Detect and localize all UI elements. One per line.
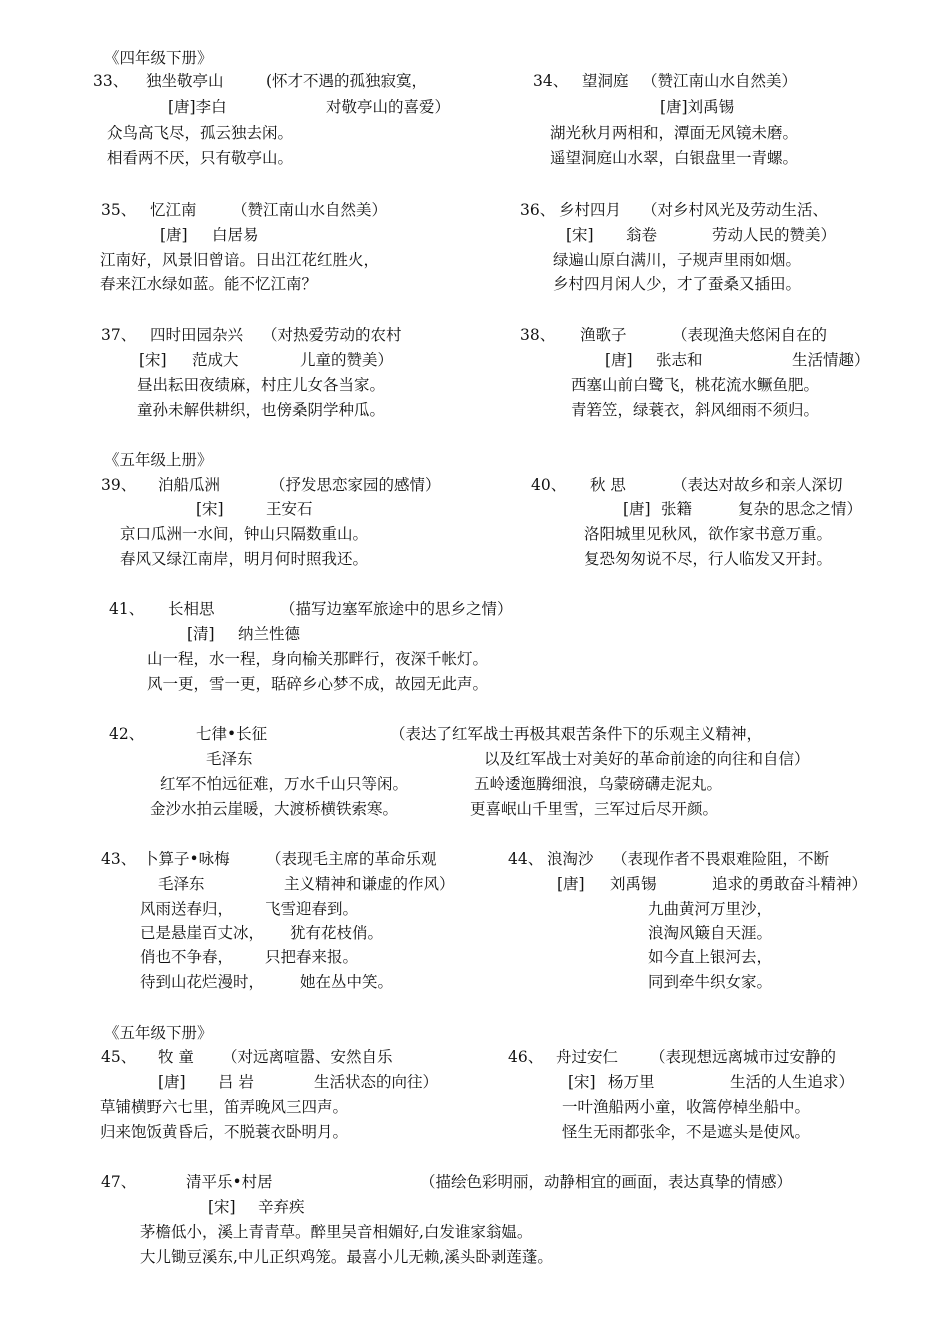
poem-line: 五岭逶迤腾细浪，乌蒙磅礴走泥丸。 (474, 775, 723, 793)
section-label: 《五年级上册》 (104, 451, 213, 469)
poem-line: 更喜岷山千里雪，三军过后尽开颜。 (470, 800, 719, 818)
poem-note: （表现作者不畏艰难险阻，不断 (612, 850, 830, 868)
poem-number: 43、 (101, 850, 137, 868)
poem-dynasty: [唐] (160, 226, 188, 244)
poem-note-cont: 追求的勇敢奋斗精神） (712, 875, 868, 893)
poem-line: 童孙未解供耕织，也傍桑阴学种瓜。 (137, 401, 386, 419)
poem-author: [唐]刘禹锡 (660, 98, 735, 116)
poem-author: 王安石 (266, 500, 313, 518)
poem-note: （赞江南山水自然美） (642, 72, 798, 90)
poem-note: （抒发思恋家园的感情） (270, 476, 441, 494)
poem-line: 江南好，风景旧曾谙。日出江花红胜火， (100, 251, 380, 269)
poem-title: 浪淘沙 (547, 850, 594, 868)
poem-author: 纳兰性德 (238, 625, 301, 643)
poem-dynasty: [宋] (139, 351, 167, 369)
poem-note-cont: 以及红军战士对美好的革命前途的向往和自信） (484, 750, 810, 768)
poem-line: 洛阳城里见秋风，欲作家书意万重。 (584, 525, 833, 543)
poem-line: 九曲黄河万里沙， (648, 900, 773, 918)
poem-dynasty: [清] (187, 625, 215, 643)
poem-title: 独坐敬亭山 (146, 72, 224, 90)
poem-author: 白居易 (212, 226, 259, 244)
poem-line: 众鸟高飞尽，孤云独去闲。 (107, 124, 294, 142)
poem-line: 昼出耘田夜绩麻，村庄儿女各当家。 (137, 376, 386, 394)
poem-note: （表现渔夫悠闲自在的 (672, 326, 828, 344)
poem-author: 吕 岩 (218, 1073, 254, 1091)
poem-number: 38、 (520, 326, 556, 344)
poem-title: 四时田园杂兴 (150, 326, 244, 344)
poem-line: 西塞山前白鹭飞，桃花流水鳜鱼肥。 (571, 376, 820, 394)
poem-note-cont: 主义精神和谦虚的作风） (284, 875, 455, 893)
poem-author: [唐]李白 (168, 98, 227, 116)
poem-line: 复恐匆匆说不尽，行人临发又开封。 (584, 550, 833, 568)
poem-dynasty: [宋] (208, 1198, 236, 1216)
poem-dynasty: [宋] (566, 226, 594, 244)
poem-line: 犹有花枝俏。 (290, 924, 384, 942)
poem-line: 草铺横野六七里，笛弄晚风三四声。 (100, 1098, 349, 1116)
poem-title: 望洞庭 (582, 72, 629, 90)
poem-note: （表现想远离城市过安静的 (650, 1048, 837, 1066)
poem-number: 42、 (109, 725, 145, 743)
poem-author: 杨万里 (608, 1073, 655, 1091)
poem-line: 绿遍山原白满川，子规声里雨如烟。 (553, 251, 802, 269)
poem-note-cont: 复杂的思念之情） (738, 500, 863, 518)
poem-title: 清平乐•村居 (186, 1173, 273, 1191)
poem-line: 她在丛中笑。 (300, 973, 394, 991)
poem-number: 37、 (101, 326, 137, 344)
poem-line: 红军不怕远征难，万水千山只等闲。 (160, 775, 409, 793)
poem-line: 青箬笠，绿蓑衣，斜风细雨不须归。 (571, 401, 820, 419)
poem-line: 只把春来报。 (265, 948, 359, 966)
poem-line: 一叶渔船两小童，收篙停棹坐船中。 (562, 1098, 811, 1116)
poem-note-cont: 生活状态的向往） (314, 1073, 439, 1091)
poem-author: 辛弃疾 (258, 1198, 305, 1216)
poem-title: 牧 童 (158, 1048, 194, 1066)
poem-note-cont: 生活的人生追求） (730, 1073, 855, 1091)
poem-author: 张志和 (656, 351, 703, 369)
poem-author: 张籍 (661, 500, 693, 518)
poem-line: 春来江水绿如蓝。能不忆江南？ (100, 275, 318, 293)
poem-note: （描写边塞军旅途中的思乡之情） (280, 600, 513, 618)
poem-number: 45、 (101, 1048, 137, 1066)
poem-title: 渔歌子 (580, 326, 627, 344)
section-label: 《五年级下册》 (104, 1024, 213, 1042)
poem-line: 俏也不争春， (140, 948, 234, 966)
poem-author: 范成大 (192, 351, 239, 369)
poem-note: (怀才不遇的孤独寂寞， (266, 72, 428, 90)
poem-note-cont: 生活情趣） (792, 351, 870, 369)
poem-line: 乡村四月闲人少，才了蚕桑又插田。 (553, 275, 802, 293)
poem-line: 茅檐低小，溪上青青草。醉里吴音相媚好,白发谁家翁媪。 (140, 1223, 533, 1241)
poem-title: 舟过安仁 (556, 1048, 619, 1066)
poem-author: 毛泽东 (206, 750, 253, 768)
poem-number: 34、 (533, 72, 569, 90)
poem-note: （表达了红军战士再极其艰苦条件下的乐观主义精神， (390, 725, 763, 743)
poem-dynasty: [宋] (196, 500, 224, 518)
poem-title: 秋 思 (590, 476, 626, 494)
poem-note: （对乡村风光及劳动生活、 (642, 201, 829, 219)
poem-note: （赞江南山水自然美） (232, 201, 388, 219)
poem-line: 风一更，雪一更，聒碎乡心梦不成，故园无此声。 (147, 675, 489, 693)
poem-note: （表现毛主席的革命乐观 (266, 850, 437, 868)
poem-line: 山一程，水一程，身向榆关那畔行，夜深千帐灯。 (147, 650, 489, 668)
poem-dynasty: [唐] (623, 500, 651, 518)
poem-title: 长相思 (168, 600, 215, 618)
poem-number: 44、 (508, 850, 544, 868)
poem-title: 泊船瓜洲 (158, 476, 221, 494)
poem-dynasty: [宋] (568, 1073, 596, 1091)
poem-author: 刘禹锡 (610, 875, 657, 893)
poem-number: 41、 (109, 600, 145, 618)
poem-author: 翁卷 (626, 226, 658, 244)
section-label: 《四年级下册》 (104, 49, 213, 67)
poem-note: （对远离喧嚣、安然自乐 (222, 1048, 393, 1066)
poem-line: 浪淘风簸自天涯。 (648, 924, 773, 942)
poem-line: 相看两不厌，只有敬亭山。 (107, 149, 294, 167)
poem-title: 忆江南 (150, 201, 197, 219)
poem-line: 风雨送春归， (140, 900, 234, 918)
poem-dynasty: [唐] (158, 1073, 186, 1091)
poem-number: 36、 (520, 201, 556, 219)
poem-note: （对热爱劳动的农村 (262, 326, 402, 344)
poem-number: 46、 (508, 1048, 544, 1066)
poem-line: 同到牵牛织女家。 (648, 973, 773, 991)
poem-note: （表达对故乡和亲人深切 (672, 476, 843, 494)
poem-line: 已是悬崖百丈冰， (140, 924, 265, 942)
poem-dynasty: [唐] (557, 875, 585, 893)
poem-author: 毛泽东 (158, 875, 205, 893)
poem-line: 春风又绿江南岸，明月何时照我还。 (120, 550, 369, 568)
poem-line: 遥望洞庭山水翠，白银盘里一青螺。 (550, 149, 799, 167)
poem-number: 33、 (93, 72, 129, 90)
poem-title: 七律•长征 (196, 725, 268, 743)
poem-line: 湖光秋月两相和，潭面无风镜未磨。 (550, 124, 799, 142)
poem-line: 飞雪迎春到。 (265, 900, 359, 918)
poem-line: 待到山花烂漫时， (140, 973, 265, 991)
poem-note-cont: 劳动人民的赞美） (712, 226, 837, 244)
poem-note-cont: 儿童的赞美） (300, 351, 394, 369)
poem-number: 47、 (101, 1173, 137, 1191)
poem-title: 乡村四月 (559, 201, 622, 219)
poem-line: 大儿锄豆溪东,中儿正织鸡笼。最喜小儿无赖,溪头卧剥莲蓬。 (140, 1248, 553, 1266)
poem-line: 归来饱饭黄昏后，不脱蓑衣卧明月。 (100, 1123, 349, 1141)
poem-title: 卜算子•咏梅 (143, 850, 230, 868)
poem-line: 金沙水拍云崖暖，大渡桥横铁索寒。 (150, 800, 399, 818)
poem-line: 如今直上银河去， (648, 948, 773, 966)
poem-number: 40、 (531, 476, 567, 494)
poem-number: 39、 (101, 476, 137, 494)
poem-line: 京口瓜洲一水间，钟山只隔数重山。 (120, 525, 369, 543)
poem-number: 35、 (101, 201, 137, 219)
poem-dynasty: [唐] (605, 351, 633, 369)
poem-note-cont: 对敬亭山的喜爱） (326, 98, 451, 116)
poem-note: （描绘色彩明丽，动静相宜的画面，表达真挚的情感） (420, 1173, 793, 1191)
poem-line: 怪生无雨都张伞，不是遮头是使风。 (562, 1123, 811, 1141)
